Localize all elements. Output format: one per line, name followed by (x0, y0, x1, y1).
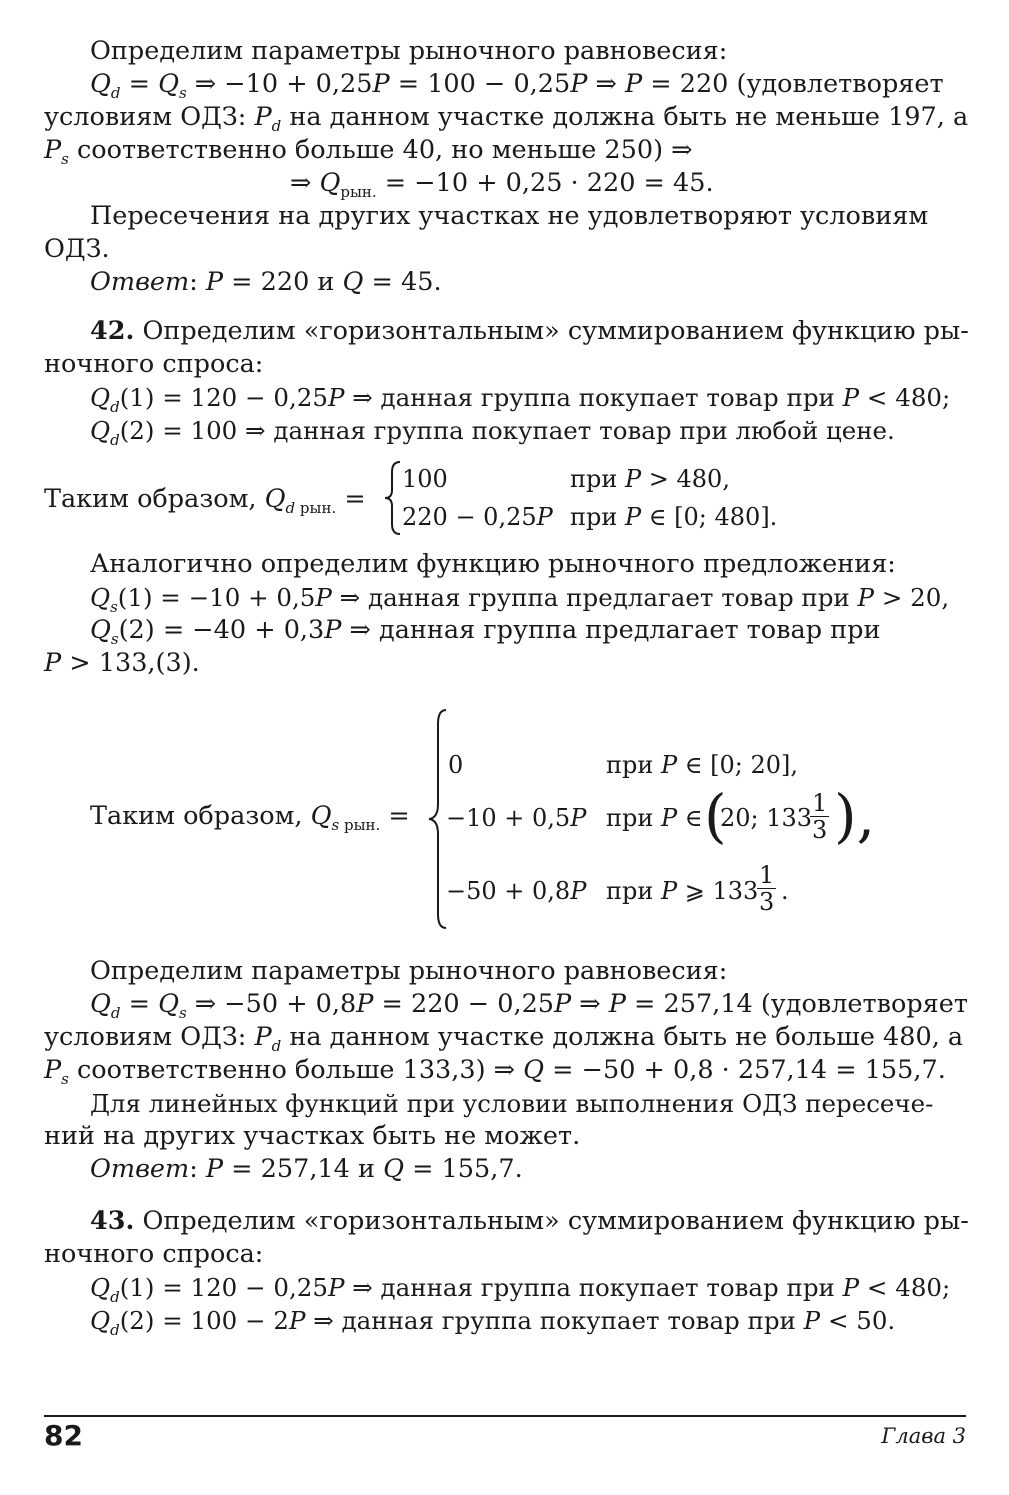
system-condition: при P ∈ [0; 20], (606, 751, 799, 779)
system-row: −10 + 0,5P (446, 804, 587, 832)
problem-heading: 42. Определим «горизонтальным» суммированием функцию ры- (90, 316, 969, 346)
footer-rule (44, 1415, 966, 1417)
answer-line: Ответ: P = 257,14 и Q = 155,7. (90, 1154, 523, 1184)
text-line: условиям ОДЗ: $P_d$ на данном участке должна быть не меньше 197, а (44, 102, 969, 135)
system-condition: при P ∈ [0; 480]. (570, 503, 778, 531)
problem-heading: 43. Определим «горизонтальным» суммированием функцию ры- (90, 1206, 969, 1236)
answer-line: Ответ: P = 220 и Q = 45. (90, 267, 442, 297)
system-label: Таким образом, $Q_s$ $_{рын.}$ = (90, 801, 410, 834)
equation-line: $Q_d = Q_s$ ⇒ −10 + 0,25P = 100 − 0,25P ⇒ P = 220 (удовлетворяет (90, 69, 944, 102)
equation-line: P > 133,(3). (44, 648, 200, 678)
interval-text: 20; 133 (720, 804, 813, 832)
equation-line: $Q_s(1) = -10 + 0,5P$ ⇒ данная группа предлагает товар при P > 20, (90, 583, 950, 616)
text-line: Определим параметры рыночного равновесия: (90, 36, 728, 66)
equation-line: $Q_d = Q_s$ ⇒ −50 + 0,8P = 220 − 0,25P ⇒ P = 257,14 (удовлетворяет (90, 989, 968, 1022)
period: . (781, 877, 789, 905)
equation-line: $Q_s(2) = -40 + 0,3P$ ⇒ данная группа предлагает товар при (90, 615, 881, 648)
system-label: Таким образом, $Q_d$ $_{рын.}$ = (44, 484, 366, 517)
equation-line: ⇒ $Q_{рын.} = -10 + 0,25 \cdot 220 = 45$. (290, 168, 714, 201)
text-line: Для линейных функций при условии выполнения ОДЗ пересече- (90, 1089, 934, 1118)
text-line: $P_s$ соответственно больше 40, но меньше 250) ⇒ (44, 135, 693, 168)
system-row: 220 − 0,25P (402, 503, 553, 531)
chapter-label: Глава 3 (881, 1424, 966, 1448)
equation-line: $Q_d(1) = 120 - 0,25P$ ⇒ данная группа покупает товар при P < 480; (90, 383, 951, 416)
left-brace (382, 460, 404, 536)
system-condition: при P ⩾ 133 (606, 877, 759, 905)
text-line: условиям ОДЗ: $P_d$ на данном участке должна быть не больше 480, а (44, 1022, 964, 1055)
text-line: ночного спроса: (44, 1239, 264, 1269)
system-condition: при P ∈ (606, 804, 703, 832)
page-number: 82 (44, 1419, 83, 1452)
fraction: $\frac{1}{3}$ (759, 861, 775, 916)
system-condition: при P > 480, (570, 465, 730, 493)
system-row: 0 (448, 751, 464, 779)
equation-line: $P_s$ соответственно больше 133,3) ⇒ Q = −50 + 0,8 · 257,14 = 155,7. (44, 1055, 946, 1088)
fraction: $\frac{1}{3}$ (812, 789, 828, 844)
equation-line: $Q_d(2) = 100 - 2P$ ⇒ данная группа покупает товар при P < 50. (90, 1306, 896, 1339)
text-line: Аналогично определим функцию рыночного предложения: (90, 549, 896, 579)
close-paren: ), (834, 782, 876, 850)
text-line: Определим параметры рыночного равновесия: (90, 956, 728, 986)
equation-line: $Q_d(2) = 100$ ⇒ данная группа покупает товар при любой цене. (90, 416, 895, 449)
text-line: Пересечения на других участках не удовлетворяют условиям (90, 201, 929, 231)
system-row: −50 + 0,8P (446, 877, 587, 905)
text-line: ний на других участках быть не может. (44, 1121, 581, 1151)
open-paren: ( (704, 782, 727, 850)
system-row: 100 (402, 465, 448, 493)
equation-line: $Q_d(1) = 120 - 0,25P$ ⇒ данная группа покупает товар при P < 480; (90, 1273, 951, 1306)
text-line: ночного спроса: (44, 349, 264, 379)
text-line: ОДЗ. (44, 234, 110, 264)
